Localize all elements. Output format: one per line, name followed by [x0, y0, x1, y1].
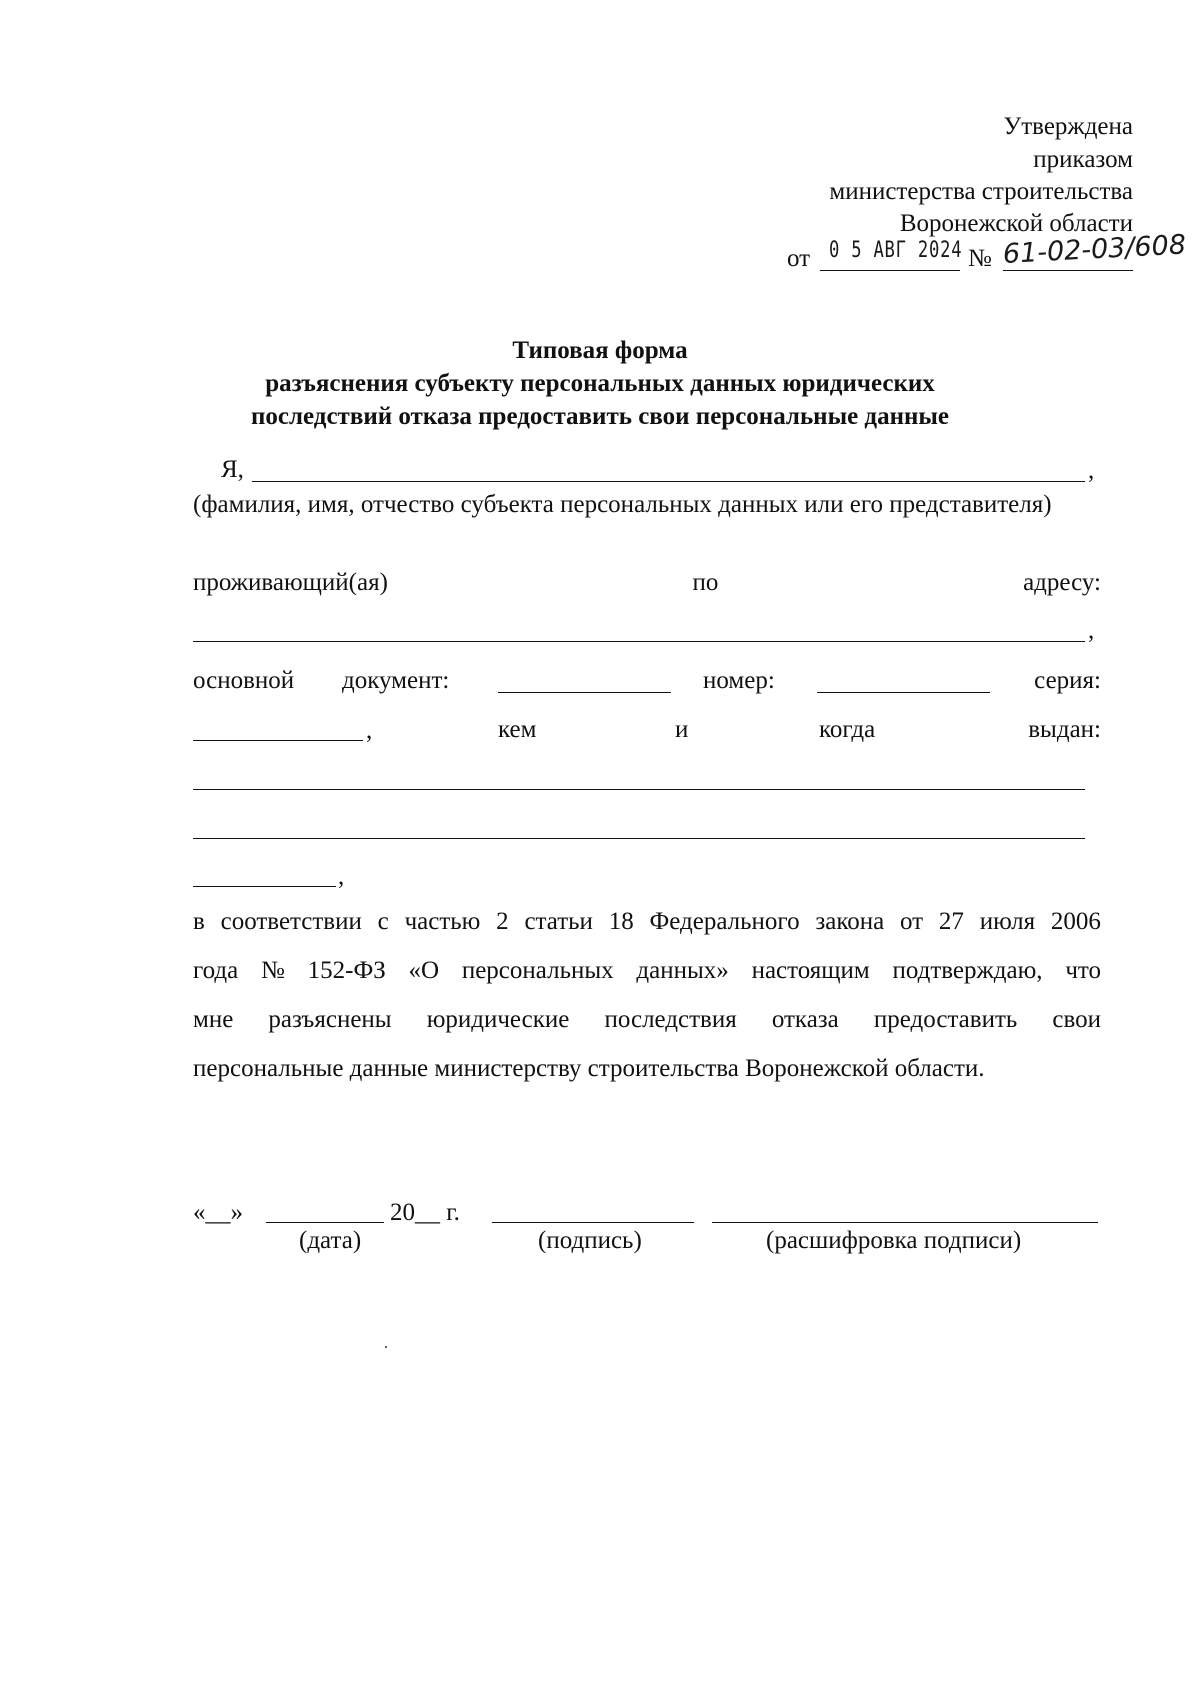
- body-word: настоящим: [751, 957, 870, 984]
- signature-decode-caption: (расшифровка подписи): [766, 1227, 1022, 1254]
- title-line-1: Типовая форма: [512, 337, 688, 364]
- body-word: частью: [404, 908, 481, 935]
- body-word: данных»: [636, 957, 729, 984]
- approval-line-3: министерства строительства: [829, 178, 1133, 205]
- number-label: номер:: [703, 667, 775, 694]
- series-field-comma: ,: [366, 717, 373, 744]
- body-word: с: [377, 908, 389, 935]
- body-line-2: [193, 956, 1101, 986]
- name-field-caption: (фамилия, имя, отчество субъекта персональных данных или его представителя): [193, 491, 1052, 518]
- approval-date-prefix: от: [787, 245, 811, 272]
- body-word: «О: [408, 957, 440, 984]
- body-line-4: персональные данные министерству строительства Воронежской области.: [193, 1055, 985, 1082]
- title-line-3: последствий отказа предоставить свои персональные данные: [251, 403, 949, 430]
- doc-series-field-line[interactable]: [193, 740, 363, 741]
- signature-caption: (подпись): [538, 1227, 642, 1254]
- body-word: 27: [938, 908, 964, 935]
- body-word: подтверждаю,: [892, 957, 1043, 984]
- approval-line-1: Утверждена: [1003, 113, 1133, 140]
- approval-number-handwritten: 61-02-03/608: [1002, 229, 1187, 270]
- name-field-comma: ,: [1088, 457, 1095, 484]
- issued-word-2: и: [675, 716, 689, 743]
- address-word-1: проживающий(ая): [193, 569, 388, 596]
- body-word: последствия: [604, 1006, 737, 1033]
- title-line-2: разъяснения субъекту персональных данных юридических: [265, 370, 935, 397]
- body-word: разъяснены: [268, 1006, 392, 1033]
- approval-line-2: приказом: [1033, 146, 1133, 173]
- body-word: персональных: [461, 957, 614, 984]
- body-word: предоставить: [873, 1006, 1018, 1033]
- body-word: от: [900, 908, 924, 935]
- body-word: статьи: [524, 908, 593, 935]
- address-word-3: адресу:: [1023, 569, 1101, 596]
- issued-word-1: кем: [498, 716, 537, 743]
- address-field-comma: ,: [1088, 617, 1095, 644]
- body-word: 18: [608, 908, 634, 935]
- signature-decode-field-line[interactable]: [712, 1222, 1098, 1223]
- i-label: Я,: [221, 456, 244, 483]
- body-line-1: [193, 907, 1101, 937]
- issue-date-field-line[interactable]: [193, 886, 336, 887]
- body-word: 2: [496, 908, 509, 935]
- date-caption: (дата): [299, 1227, 362, 1254]
- body-word: июля: [979, 908, 1036, 935]
- body-word: года: [193, 957, 239, 984]
- body-line-3: [193, 1005, 1101, 1035]
- approval-number-line: [1003, 270, 1133, 271]
- body-word: 152-ФЗ: [307, 957, 386, 984]
- scan-speck: [385, 1346, 387, 1348]
- signature-field-line[interactable]: [492, 1222, 694, 1223]
- body-word: юридические: [426, 1006, 570, 1033]
- approval-number-sign: №: [968, 245, 992, 272]
- body-word: мне: [193, 1006, 234, 1033]
- issued-by-field-line-1[interactable]: [193, 789, 1085, 790]
- approval-date-stamp: 0 5 АВГ 2024: [829, 238, 963, 263]
- body-word: свои: [1052, 1006, 1101, 1033]
- address-field-line[interactable]: [193, 641, 1085, 642]
- doc-label-1: основной: [193, 667, 295, 694]
- address-label-row: [193, 568, 1101, 598]
- date-year-prefix: 20__ г.: [390, 1199, 460, 1226]
- date-month-field-line[interactable]: [266, 1222, 384, 1223]
- body-word: в: [193, 908, 205, 935]
- issued-by-field-line-2[interactable]: [193, 838, 1085, 839]
- body-word: Федерального: [649, 908, 800, 935]
- doc-type-field-line[interactable]: [498, 692, 671, 693]
- approval-line-4: Воронежской области: [899, 210, 1133, 237]
- issue-date-comma: ,: [338, 863, 345, 890]
- body-word: закона: [815, 908, 885, 935]
- issued-word-4: выдан:: [1028, 716, 1101, 743]
- body-word: №: [261, 957, 285, 984]
- body-word: что: [1065, 957, 1101, 984]
- name-field-line[interactable]: [252, 481, 1085, 482]
- doc-label-2: документ:: [342, 667, 450, 694]
- body-word: отказа: [771, 1006, 839, 1033]
- address-word-2: по: [692, 569, 719, 596]
- issued-word-3: когда: [819, 716, 876, 743]
- body-word: соответствии: [220, 908, 362, 935]
- series-label: серия:: [1034, 667, 1101, 694]
- approval-date-line: [820, 270, 960, 271]
- body-word: 2006: [1050, 908, 1101, 935]
- date-day-open: «__»: [193, 1199, 243, 1226]
